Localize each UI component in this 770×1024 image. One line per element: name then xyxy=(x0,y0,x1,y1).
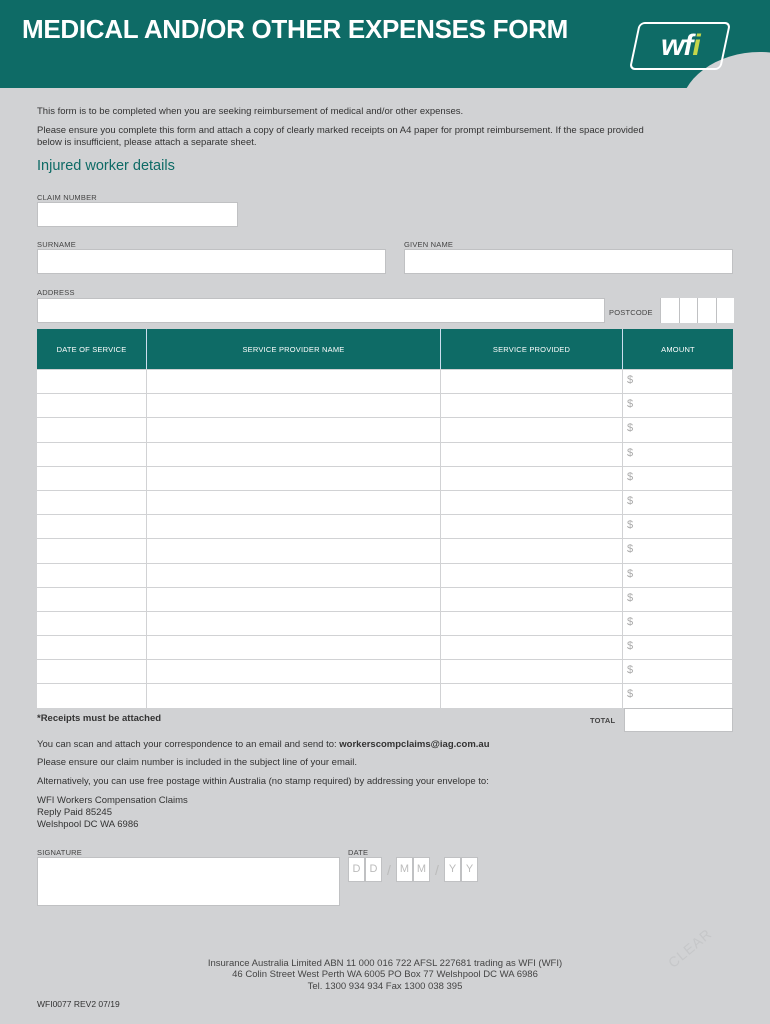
postal-address-line-3: Welshpool DC WA 6986 xyxy=(37,819,139,830)
table-row xyxy=(37,564,733,588)
table-row xyxy=(37,370,733,394)
provider-name-cell[interactable] xyxy=(147,394,441,417)
amount-cell[interactable]: $ xyxy=(623,684,733,707)
table-row xyxy=(37,612,733,636)
table-row xyxy=(37,539,733,563)
service-provided-cell[interactable] xyxy=(441,539,623,562)
date-of-service-cell[interactable] xyxy=(37,443,147,466)
signature-label: SIGNATURE xyxy=(37,848,82,857)
provider-name-cell[interactable] xyxy=(147,660,441,683)
receipts-note: *Receipts must be attached xyxy=(37,713,162,724)
amount-cell[interactable]: $ xyxy=(623,515,733,538)
postcode-label: POSTCODE xyxy=(609,308,653,317)
provider-name-cell[interactable] xyxy=(147,515,441,538)
service-provided-cell[interactable] xyxy=(441,467,623,490)
intro-line-1: This form is to be completed when you are seeking reimbursement of medical and/or other expenses. xyxy=(37,106,464,117)
table-row xyxy=(37,515,733,539)
date-of-service-cell[interactable] xyxy=(37,588,147,611)
provider-name-cell[interactable] xyxy=(147,636,441,659)
provider-name-cell[interactable] xyxy=(147,564,441,587)
service-provided-cell[interactable] xyxy=(441,443,623,466)
date-field[interactable]: D D / M M / Y Y xyxy=(348,857,478,882)
provider-name-cell[interactable] xyxy=(147,612,441,635)
service-provided-cell[interactable] xyxy=(441,636,623,659)
expenses-table-body xyxy=(37,370,733,709)
table-row xyxy=(37,418,733,442)
provider-name-cell[interactable] xyxy=(147,539,441,562)
surname-label: SURNAME xyxy=(37,240,76,249)
postcode-field[interactable] xyxy=(660,298,734,323)
address-field[interactable] xyxy=(37,298,605,323)
service-provided-cell[interactable] xyxy=(441,491,623,514)
section-title: Injured worker details xyxy=(37,158,175,174)
amount-cell[interactable]: $ xyxy=(623,564,733,587)
amount-cell[interactable]: $ xyxy=(623,418,733,441)
amount-cell[interactable]: $ xyxy=(623,370,733,393)
amount-cell[interactable]: $ xyxy=(623,539,733,562)
table-row xyxy=(37,636,733,660)
service-provided-cell[interactable] xyxy=(441,394,623,417)
given-name-field[interactable] xyxy=(404,249,733,274)
amount-cell[interactable]: $ xyxy=(623,394,733,417)
amount-cell[interactable]: $ xyxy=(623,491,733,514)
intro-line-2b: below is insufficient, please attach a separate sheet. xyxy=(37,137,257,148)
email-instruction: You can scan and attach your correspondence to an email and send to: workerscompclaims@iag.com.au xyxy=(37,739,490,750)
amount-cell[interactable]: $ xyxy=(623,467,733,490)
service-provided-cell[interactable] xyxy=(441,588,623,611)
provider-name-cell[interactable] xyxy=(147,491,441,514)
form-code: WFI0077 REV2 07/19 xyxy=(37,999,120,1009)
expenses-table-header xyxy=(37,329,733,369)
service-provided-cell[interactable] xyxy=(441,660,623,683)
date-of-service-cell[interactable] xyxy=(37,491,147,514)
service-provided-cell[interactable] xyxy=(441,564,623,587)
table-row xyxy=(37,467,733,491)
provider-name-cell[interactable] xyxy=(147,418,441,441)
address-label: ADDRESS xyxy=(37,288,75,297)
service-provided-cell[interactable] xyxy=(441,515,623,538)
postal-address-line-1: WFI Workers Compensation Claims xyxy=(37,795,188,806)
wfi-logo: wfi xyxy=(629,22,731,70)
provider-name-cell[interactable] xyxy=(147,443,441,466)
claim-number-label: CLAIM NUMBER xyxy=(37,193,97,202)
date-of-service-cell[interactable] xyxy=(37,612,147,635)
footer-line-1: Insurance Australia Limited ABN 11 000 016 722 AFSL 227681 trading as WFI (WFI) xyxy=(207,958,563,969)
table-row xyxy=(37,394,733,418)
claim-subject-note: Please ensure our claim number is included in the subject line of your email. xyxy=(37,757,357,768)
amount-cell[interactable]: $ xyxy=(623,588,733,611)
service-provided-cell[interactable] xyxy=(441,684,623,707)
date-of-service-cell[interactable] xyxy=(37,394,147,417)
intro-line-2a: Please ensure you complete this form and attach a copy of clearly marked receipts on A4 paper for prompt reimbursement. If the space provided xyxy=(37,125,644,136)
signature-field[interactable] xyxy=(37,857,340,906)
given-name-label: GIVEN NAME xyxy=(404,240,454,249)
date-label: DATE xyxy=(348,848,369,857)
footer-line-3: Tel. 1300 934 934 Fax 1300 038 395 xyxy=(307,981,463,992)
clear-watermark[interactable]: CLEAR xyxy=(664,925,715,971)
date-of-service-cell[interactable] xyxy=(37,660,147,683)
table-row xyxy=(37,443,733,467)
date-of-service-cell[interactable] xyxy=(37,564,147,587)
service-provided-cell[interactable] xyxy=(441,418,623,441)
surname-field[interactable] xyxy=(37,249,386,274)
col-date-of-service: DATE OF SERVICE xyxy=(37,329,147,369)
amount-cell[interactable]: $ xyxy=(623,636,733,659)
provider-name-cell[interactable] xyxy=(147,684,441,707)
total-field[interactable] xyxy=(624,708,733,732)
footer-line-2: 46 Colin Street West Perth WA 6005 PO Box 77 Welshpool DC WA 6986 xyxy=(232,969,538,980)
date-of-service-cell[interactable] xyxy=(37,418,147,441)
total-label: TOTAL xyxy=(590,716,616,725)
form-title: MEDICAL AND/OR OTHER EXPENSES FORM xyxy=(22,14,568,44)
amount-cell[interactable]: $ xyxy=(623,443,733,466)
table-row xyxy=(37,491,733,515)
col-service-provided: SERVICE PROVIDED xyxy=(441,329,623,369)
provider-name-cell[interactable] xyxy=(147,467,441,490)
amount-cell[interactable]: $ xyxy=(623,612,733,635)
provider-name-cell[interactable] xyxy=(147,370,441,393)
date-of-service-cell[interactable] xyxy=(37,636,147,659)
col-amount: AMOUNT xyxy=(661,345,695,354)
service-provided-cell[interactable] xyxy=(441,612,623,635)
amount-cell[interactable]: $ xyxy=(623,660,733,683)
email-address[interactable]: workerscompclaims@iag.com.au xyxy=(339,739,490,750)
table-row xyxy=(37,588,733,612)
date-of-service-cell[interactable] xyxy=(37,539,147,562)
date-of-service-cell[interactable] xyxy=(37,684,147,707)
service-provided-cell[interactable] xyxy=(441,370,623,393)
table-row xyxy=(37,660,733,684)
col-service-provider-name: SERVICE PROVIDER NAME xyxy=(147,329,441,369)
table-row xyxy=(37,684,733,708)
claim-number-field[interactable] xyxy=(37,202,238,227)
postage-instruction: Alternatively, you can use free postage within Australia (no stamp required) by addressing your envelope to: xyxy=(37,776,489,787)
date-of-service-cell[interactable] xyxy=(37,467,147,490)
provider-name-cell[interactable] xyxy=(147,588,441,611)
date-of-service-cell[interactable] xyxy=(37,515,147,538)
date-of-service-cell[interactable] xyxy=(37,370,147,393)
postal-address-line-2: Reply Paid 85245 xyxy=(37,807,112,818)
